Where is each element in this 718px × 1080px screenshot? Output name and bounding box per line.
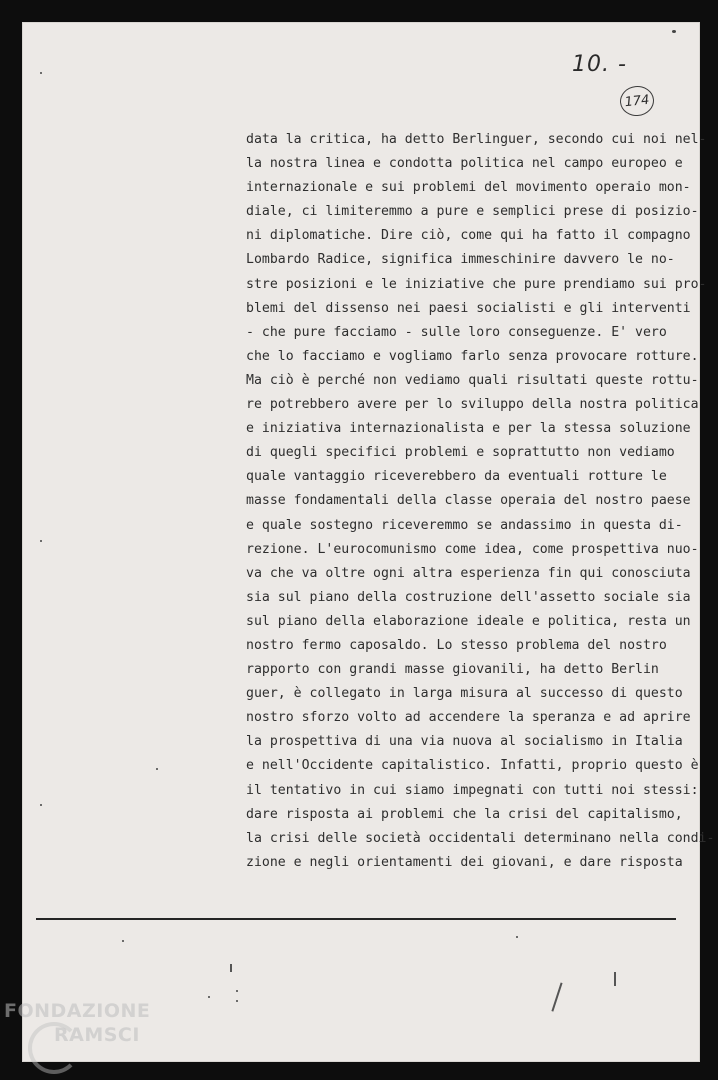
scan-speck (122, 940, 124, 942)
text-line: e quale sostegno riceveremmo se andassimo in questa di- (246, 517, 683, 533)
text-line: la crisi delle società occidentali determinano nella condi- (246, 830, 715, 846)
text-line: zione e negli orientamenti dei giovani, e dare risposta (246, 854, 683, 870)
scan-speck (236, 1000, 238, 1002)
scan-speck (40, 72, 42, 74)
text-line: - che pure facciamo - sulle loro conseguenze. E' vero (246, 324, 667, 340)
scan-speck (236, 990, 238, 992)
text-line: blemi del dissenso nei paesi socialisti e gli interventi (246, 300, 691, 316)
text-line: quale vantaggio riceverebbero da eventuali rotture le (246, 469, 667, 485)
text-line: il tentativo in cui siamo impegnati con tutti noi stessi: (246, 782, 699, 798)
text-line: internazionale e sui problemi del movimento operaio mon- (246, 180, 691, 196)
scan-speck (208, 996, 210, 998)
text-line: e iniziativa internazionalista e per la stessa soluzione (246, 421, 691, 437)
text-line: nostro sforzo volto ad accendere la speranza e ad aprire (246, 710, 691, 726)
text-line: diale, ci limiteremmo a pure e semplici prese di posizio- (246, 204, 699, 220)
text-line: la nostra linea e condotta politica nel campo europeo e (246, 156, 683, 172)
text-line: di quegli specifici problemi e soprattutto non vediamo (246, 445, 675, 461)
text-line: re potrebbero avere per lo sviluppo della nostra politica (246, 397, 699, 413)
text-line: che lo facciamo e vogliamo farlo senza provocare rotture. (246, 348, 699, 364)
text-line: Ma ciò è perché non vediamo quali risultati queste rottu- (246, 372, 699, 388)
horizontal-rule (36, 918, 676, 920)
text-line: ni diplomatiche. Dire ciò, come qui ha fatto il compagno (246, 228, 691, 244)
page-number: 10. - (572, 52, 627, 77)
scan-speck (40, 804, 42, 806)
watermark-line2: RAMSCI (54, 1024, 140, 1046)
text-line: nostro fermo caposaldo. Lo stesso problema del nostro (246, 637, 667, 653)
scan-speck (516, 936, 518, 938)
scan-speck (40, 540, 42, 542)
scan-mark (230, 964, 232, 972)
text-line: la prospettiva di una via nuova al socialismo in Italia (246, 734, 683, 750)
text-line: guer, è collegato in larga misura al successo di questo (246, 686, 683, 702)
scan-speck (672, 30, 676, 33)
text-line: Lombardo Radice, significa immeschinire davvero le no- (246, 252, 675, 268)
scan-mark (614, 972, 616, 986)
watermark-line1: FONDAZIONE (4, 1000, 151, 1022)
body-text (246, 128, 715, 875)
text-line: rapporto con grandi masse giovanili, ha detto Berlin (246, 662, 659, 678)
archive-number-circled: 174 (619, 84, 656, 117)
text-line: stre posizioni e le iniziative che pure prendiamo sui pro- (246, 276, 707, 292)
text-line: va che va oltre ogni altra esperienza fin qui conosciuta (246, 565, 691, 581)
text-line: e nell'Occidente capitalistico. Infatti, proprio questo è (246, 758, 699, 774)
text-line: masse fondamentali della classe operaia del nostro paese (246, 493, 691, 509)
text-line: rezione. L'eurocomunismo come idea, come prospettiva nuo- (246, 541, 699, 557)
text-line: data la critica, ha detto Berlinguer, secondo cui noi nel- (246, 132, 707, 147)
scan-speck (156, 768, 158, 770)
text-line: dare risposta ai problemi che la crisi del capitalismo, (246, 806, 683, 822)
text-line: sul piano della elaborazione ideale e politica, resta un (246, 613, 691, 629)
watermark (4, 1002, 150, 1045)
text-line: sia sul piano della costruzione dell'assetto sociale sia (246, 589, 691, 605)
